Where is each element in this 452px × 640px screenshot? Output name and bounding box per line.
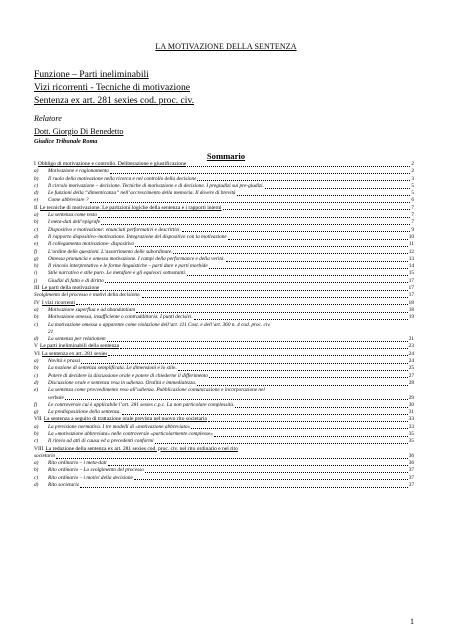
toc-entry-title: verbale <box>48 394 64 401</box>
toc-entry-page: 12 <box>408 248 414 255</box>
toc-entry[interactable] <box>34 482 414 489</box>
toc-entry-number: h) <box>34 263 39 270</box>
toc-entry-page: 24 <box>408 350 414 357</box>
toc-entry-title: Motivazione omessa, insufficiente o contraddittoria. I punti decisivi. <box>48 314 193 321</box>
toc-entry-page: 5 <box>411 182 414 189</box>
toc-leader-dots <box>76 304 407 305</box>
toc-entry-page: 37 <box>408 474 414 481</box>
toc-entry[interactable] <box>34 292 414 299</box>
toc-entry[interactable] <box>34 205 414 212</box>
toc-entry-title: La nozione di sentenza semplificata. Le dimensioni e lo stile. <box>48 365 177 372</box>
toc-entry-number: c) <box>34 372 39 379</box>
toc-entry[interactable] <box>34 285 414 292</box>
toc-entry-number: b) <box>34 219 39 226</box>
toc-entry-page: 19 <box>408 314 414 321</box>
toc-leader-dots <box>214 436 408 437</box>
toc-entry-title: Obbligo di motivazione e controllo. Deliberazione e giustificazione <box>37 161 187 167</box>
toc-entry-page: 35 <box>408 438 414 445</box>
toc-entry[interactable] <box>34 256 414 263</box>
toc-entry-page: 17 <box>408 285 414 292</box>
toc-entry[interactable] <box>34 365 414 372</box>
toc-leader-dots <box>108 355 407 356</box>
toc-entry-page: 14 <box>408 263 414 270</box>
toc-leader-dots <box>237 195 411 196</box>
toc-leader-dots <box>209 268 408 269</box>
toc-entry-title: 21 <box>48 328 54 335</box>
toc-entry-page: 36 <box>408 460 414 467</box>
toc-entry-page: 18 <box>408 299 414 306</box>
toc-leader-dots <box>136 312 408 313</box>
toc-entry-page: 27 <box>408 372 414 379</box>
toc-entry-title: Le parti della motivazione <box>41 285 100 292</box>
page-number: 1 <box>410 617 414 626</box>
table-of-contents <box>34 161 414 489</box>
toc-entry-number: f) <box>34 248 38 255</box>
toc-entry[interactable] <box>34 351 414 358</box>
toc-entry-title: Le controversie cui è applicabile l’art. 281 sexies c.p.c. La non particolare complessità. <box>48 401 235 408</box>
toc-entry-number: b) <box>34 314 39 321</box>
toc-entry-page: 33 <box>408 416 414 423</box>
toc-entry[interactable] <box>34 329 414 336</box>
toc-entry-number: f) <box>34 401 38 408</box>
toc-entry[interactable] <box>34 307 414 314</box>
toc-entry-number: c) <box>34 182 39 189</box>
toc-entry[interactable] <box>34 431 414 438</box>
toc-entry-number: g) <box>34 409 39 416</box>
toc-entry-page: 9 <box>411 226 414 233</box>
toc-entry[interactable] <box>34 438 414 445</box>
toc-entry[interactable] <box>34 416 414 423</box>
heading-line: Vizi ricorrenti - Tecniche di motivazione <box>34 81 191 93</box>
toc-entry-number: e) <box>34 197 39 204</box>
toc-entry[interactable] <box>34 460 414 467</box>
toc-entry-number: c) <box>34 438 39 445</box>
toc-entry[interactable] <box>34 278 414 285</box>
sommario-heading: Sommario <box>206 151 246 161</box>
toc-leader-dots <box>100 290 407 291</box>
toc-entry-title: Le funzioni della “dimenticanza” nell’accrescimento della memoria. Il dovere di brevità <box>48 190 236 197</box>
toc-entry-page: 11 <box>408 241 414 248</box>
toc-entry[interactable] <box>34 358 414 365</box>
toc-entry-number: I <box>34 161 36 167</box>
toc-entry[interactable] <box>34 475 414 482</box>
toc-entry-page: 2 <box>411 168 414 175</box>
toc-entry-title: Discussione orale e sentenza resa in udienza. Oralità e immediatezza. <box>48 379 197 386</box>
toc-leader-dots <box>209 377 408 378</box>
toc-leader-dots <box>191 428 407 429</box>
toc-entry-page: 21 <box>408 336 414 343</box>
toc-entry-page: 25 <box>408 365 414 372</box>
toc-entry[interactable] <box>34 183 414 190</box>
toc-leader-dots <box>65 399 408 400</box>
toc-leader-dots <box>197 180 410 181</box>
toc-entry-number: a) <box>34 423 39 430</box>
toc-leader-dots <box>145 472 408 473</box>
toc-entry-title: Le parti ineliminabili della sentenza <box>39 343 120 350</box>
toc-entry-number: a) <box>34 306 39 313</box>
toc-entry-page: 10 <box>408 233 414 240</box>
toc-entry-page: 7 <box>411 219 414 226</box>
toc-leader-dots <box>194 319 408 320</box>
toc-entry-page: 7 <box>411 212 414 219</box>
toc-entry-number: a) <box>34 168 39 175</box>
toc-entry[interactable] <box>34 409 414 416</box>
toc-entry[interactable] <box>34 234 414 241</box>
toc-entry[interactable] <box>34 336 414 343</box>
toc-entry[interactable] <box>34 212 414 219</box>
toc-leader-dots <box>235 407 407 408</box>
toc-entry-page: 6 <box>411 197 414 204</box>
toc-entry-page: 3 <box>411 175 414 182</box>
toc-entry-title: L’ordine delle questioni. L’assortimento delle subordinate. <box>48 248 173 255</box>
toc-entry-title: La sentenza a seguito di trattazione orale prevista nel nuovo rito societario <box>43 416 208 423</box>
toc-leader-dots <box>80 487 407 488</box>
toc-entry-title: I vizi ricorrenti <box>41 299 76 306</box>
toc-entry-title: La sentenza per relationem <box>48 336 106 343</box>
toc-entry-title: Novità e prassi <box>48 358 81 365</box>
toc-entry-title: Il ruolo della motivazione nella ricerca e nel controllo della decisione <box>48 175 197 182</box>
toc-entry-title: I meta-dati dell’epigrafe <box>48 219 101 226</box>
toc-entry-title: Potere di decidere la discussione orale e potere di chiederne il differimento <box>48 372 208 379</box>
toc-leader-dots <box>178 370 408 371</box>
toc-entry-page: 18 <box>408 306 414 313</box>
toc-entry-title: Giudizi di fatto e di diritto <box>48 277 104 284</box>
toc-leader-dots <box>108 465 408 466</box>
toc-leader-dots <box>197 385 407 386</box>
toc-entry-number: IV <box>34 299 40 306</box>
toc-leader-dots <box>56 458 408 459</box>
author-court: Giudice Tribunale Roma <box>34 138 98 145</box>
toc-entry-title: La sentenza ex art. 281 sexies <box>41 350 108 357</box>
toc-entry-title: Stile narrativo e stile puro. Le metafore e gli equivoci sottostanti. <box>48 270 187 277</box>
toc-entry-number: e) <box>34 241 39 248</box>
toc-leader-dots <box>223 209 411 210</box>
toc-entry-title: Il vincolo interpretativo e le forme linguistiche – parti dure e parti morbide <box>48 263 208 270</box>
toc-entry[interactable] <box>34 241 414 248</box>
toc-entry-title: Motivazione superflua e ad abundantiam <box>48 306 136 313</box>
toc-entry-title: Il collegamento motivazione- dispositivo <box>48 241 135 248</box>
toc-entry-number: j) <box>34 277 38 284</box>
toc-entry-page: 29 <box>408 394 414 401</box>
toc-entry-number: d) <box>34 190 39 197</box>
toc-entry-number: a) <box>34 212 39 219</box>
toc-entry-title: La redazione della sentenza ex art. 281 sexies cod. proc. civ. nel rito ordinario e nel rito <box>45 445 238 452</box>
toc-leader-dots <box>122 414 408 415</box>
toc-leader-dots <box>226 261 408 262</box>
toc-entry-number: a) <box>34 460 39 467</box>
toc-entry-page: 7 <box>411 204 414 211</box>
toc-entry-title: Rito ordinario – i motivi della decisione <box>48 474 133 481</box>
toc-leader-dots <box>120 348 407 349</box>
toc-entry-title: La «motivazione abbreviata» nelle controversie «particolarmente complesse» <box>48 430 213 437</box>
toc-entry[interactable] <box>34 446 414 453</box>
toc-entry[interactable] <box>34 176 414 183</box>
toc-leader-dots <box>208 421 407 422</box>
toc-entry[interactable] <box>34 380 414 387</box>
author-name: Dott. Giorgio Di Benedetto <box>34 127 124 136</box>
toc-entry-title: Il rapporto dispositivo–motivazione. Integrazione del dispositivo con la motivazione <box>48 233 227 240</box>
toc-entry[interactable] <box>34 395 414 402</box>
toc-entry-number: VI <box>34 350 40 357</box>
toc-entry-page: 33 <box>408 423 414 430</box>
toc-entry-number: i) <box>34 270 38 277</box>
toc-entry-number: g) <box>34 255 39 262</box>
toc-leader-dots <box>228 239 408 240</box>
toc-leader-dots <box>101 224 410 225</box>
toc-entry[interactable] <box>34 314 414 321</box>
toc-entry-title: societario <box>34 452 56 459</box>
toc-leader-dots <box>187 166 410 167</box>
toc-entry-title: La sentenza come provvedimento reso all’udienza. Pubblicazione comunicazione e incorporazione nel <box>48 387 265 394</box>
toc-entry[interactable] <box>34 270 414 277</box>
toc-entry[interactable] <box>34 343 414 350</box>
toc-entry-number: b) <box>34 175 39 182</box>
toc-leader-dots <box>105 282 408 283</box>
toc-entry-number: d) <box>34 482 39 489</box>
toc-entry-page: 17 <box>408 292 414 299</box>
toc-entry-number: b) <box>34 430 39 437</box>
toc-entry[interactable] <box>34 263 414 270</box>
toc-leader-dots <box>107 341 408 342</box>
toc-entry-page: 17 <box>408 277 414 284</box>
toc-entry[interactable] <box>34 322 414 329</box>
toc-entry-title: Le tecniche di motivazione. Le partizioni logiche della sentenza e i rapporti interni <box>39 204 222 211</box>
toc-entry[interactable] <box>34 467 414 474</box>
document-title: LA MOTIVAZIONE DELLA SENTENZA <box>155 42 297 51</box>
toc-entry-number: c) <box>34 474 39 481</box>
toc-entry[interactable] <box>34 161 414 168</box>
toc-entry-number: V <box>34 343 38 350</box>
toc-entry-page: 13 <box>408 255 414 262</box>
toc-entry-number: d) <box>34 336 39 343</box>
toc-entry-number: b) <box>34 467 39 474</box>
toc-entry-page: 35 <box>408 430 414 437</box>
toc-entry[interactable] <box>34 219 414 226</box>
toc-leader-dots <box>135 246 408 247</box>
toc-entry-number: c) <box>34 226 39 233</box>
toc-entry-number: b) <box>34 365 39 372</box>
toc-entry[interactable] <box>34 387 414 394</box>
toc-entry-page: 24 <box>408 358 414 365</box>
toc-entry-title: Dispositivo e motivazione: enunciati performativi e descrittivi. <box>48 226 181 233</box>
toc-leader-dots <box>182 231 411 232</box>
heading-block <box>34 69 194 107</box>
toc-entry-title: La sentenza come testo <box>48 212 97 219</box>
toc-leader-dots <box>98 217 410 218</box>
toc-entry-title: Il rinvio ad atti di causa ed a precedenti conformi <box>48 438 154 445</box>
toc-entry[interactable] <box>34 300 414 307</box>
toc-entry-title: Omessa pronuncia e omessa motivazione. I campi della performance e della verità. <box>48 255 225 262</box>
relatore-label: Relatore <box>34 114 62 123</box>
toc-entry[interactable] <box>34 402 414 409</box>
toc-leader-dots <box>142 297 408 298</box>
toc-leader-dots <box>134 479 408 480</box>
toc-entry-title: Rito ordinario – i meta-dati <box>48 460 107 467</box>
toc-entry-title: La predisposizione della sentenza. <box>48 409 121 416</box>
toc-entry-page: 28 <box>408 379 414 386</box>
toc-leader-dots <box>187 275 408 276</box>
toc-entry-title: Motivazione e ragionamento <box>48 168 109 175</box>
toc-entry-title: Come abbreviare ? <box>48 197 89 204</box>
toc-leader-dots <box>173 253 407 254</box>
toc-entry[interactable] <box>34 453 414 460</box>
toc-entry-title: Il circolo motivazione – decisione. Tecniche di motivazione e di decisione. I pregiudizi sui pre-giudizi. <box>48 182 264 189</box>
toc-entry[interactable] <box>34 168 414 175</box>
toc-entry[interactable] <box>34 227 414 234</box>
toc-entry-number: a) <box>34 358 39 365</box>
toc-entry-page: 31 <box>408 409 414 416</box>
toc-entry-number: c) <box>34 321 39 328</box>
toc-leader-dots <box>90 202 411 203</box>
toc-entry-page: 37 <box>408 482 414 489</box>
toc-leader-dots <box>81 363 408 364</box>
toc-entry-title: La previsione normativa. I tre modelli di «motivazione abbreviata» <box>48 423 191 430</box>
toc-entry[interactable] <box>34 190 414 197</box>
toc-entry-title: Rito ordinario – Lo svolgimento del processo <box>48 467 144 474</box>
toc-entry-page: 30 <box>408 401 414 408</box>
heading-line: Funzione – Parti ineliminabili <box>34 69 149 80</box>
toc-entry-number: III <box>34 285 40 292</box>
toc-entry-title: Svolgimento del processo e motivi della decisione. <box>34 292 141 299</box>
toc-leader-dots <box>265 188 410 189</box>
toc-leader-dots <box>155 443 408 444</box>
toc-entry-number: d) <box>34 233 39 240</box>
toc-entry[interactable] <box>34 249 414 256</box>
heading-line: Sentenza ex art. 281 sexies cod. proc. civ. <box>34 94 195 106</box>
toc-entry-page: 37 <box>408 467 414 474</box>
toc-entry-number: II <box>34 204 38 211</box>
toc-entry[interactable] <box>34 197 414 204</box>
toc-entry-number: d) <box>34 379 39 386</box>
toc-entry-page: 36 <box>408 452 414 459</box>
toc-leader-dots <box>110 173 410 174</box>
toc-entry-page: 5 <box>411 190 414 197</box>
toc-entry-number: VIII <box>34 445 44 452</box>
toc-entry-title: Rito societario <box>48 482 80 489</box>
toc-entry-number: VII <box>34 416 42 423</box>
toc-entry-title: La motivazione omessa o apparente come violazione dell’art. 111 Cost. e dell’art. 360 n. 4 cod. proc. civ. <box>48 321 271 328</box>
toc-entry-page: 23 <box>408 343 414 350</box>
toc-entry-number: e) <box>34 387 39 394</box>
toc-entry[interactable] <box>34 424 414 431</box>
toc-entry-page: 15 <box>408 270 414 277</box>
toc-entry[interactable] <box>34 373 414 380</box>
toc-entry-page: 2 <box>411 161 414 167</box>
